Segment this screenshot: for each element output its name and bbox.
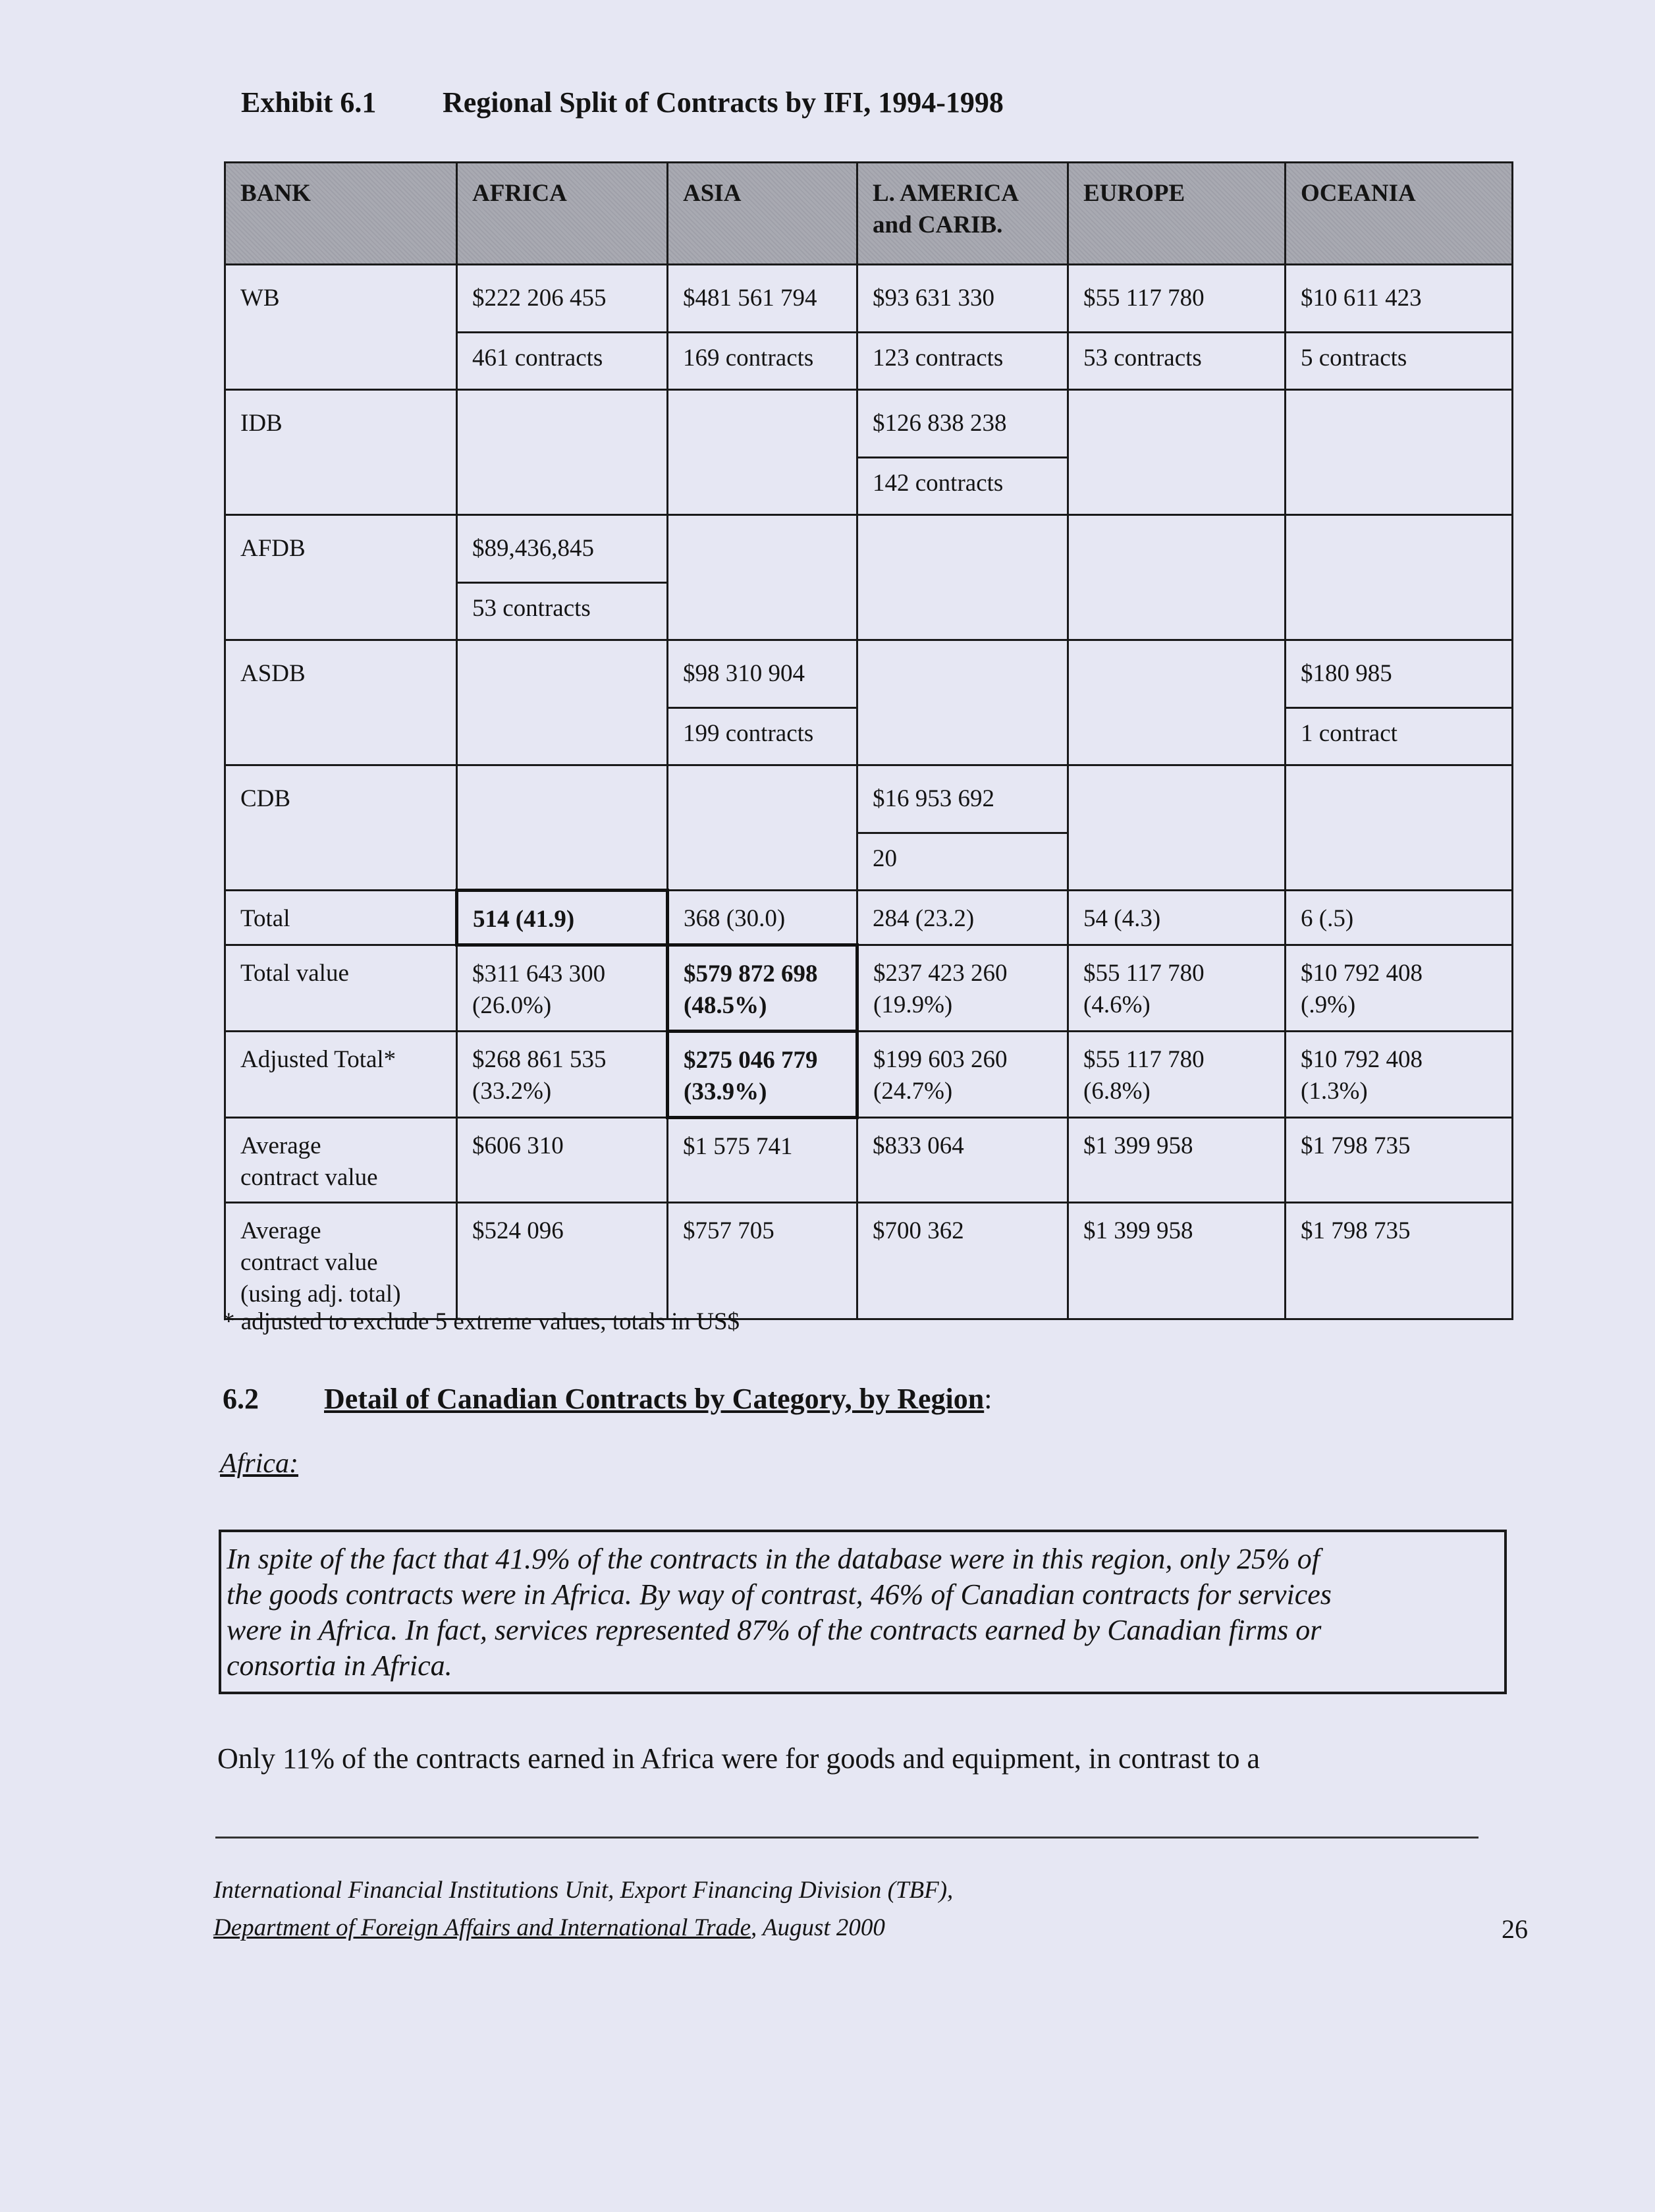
idb-latam-value: $126 838 238 [857,390,1068,458]
region-name: Africa [220,1449,289,1479]
empty-cell [457,833,668,891]
percent: (1.3%) [1301,1078,1368,1105]
empty-cell [457,390,668,458]
table-row-average-contract-adjusted [225,1203,1513,1319]
avg-adj-latam: $700 362 [857,1203,1068,1319]
amount: $275 046 779 [684,1047,818,1074]
region-colon: : [288,1449,298,1479]
total-value-africa [457,945,668,1032]
total-value-asia [668,945,857,1032]
adjusted-total-asia [668,1032,857,1118]
row-label-total: Total [225,891,457,945]
avg-oceania: $1 798 735 [1286,1118,1513,1203]
total-value-europe [1068,945,1286,1032]
bank-cell-asdb: ASDB [225,640,457,708]
percent: (6.8%) [1083,1078,1151,1105]
empty-cell [668,833,857,891]
empty-cell [668,390,857,458]
label-line: contract value [240,1164,378,1191]
empty-cell [1068,583,1286,640]
idb-latam-contracts: 142 contracts [857,458,1068,515]
empty-cell [1286,390,1513,458]
empty-cell [457,765,668,833]
table-row-idb [225,390,1513,458]
table-row-total-value [225,945,1513,1032]
empty-cell [1068,708,1286,765]
header-europe: EUROPE [1068,163,1286,265]
asdb-oceania-contracts: 1 contract [1286,708,1513,765]
callout-line: consortia in Africa. [227,1649,452,1682]
empty-cell [668,583,857,640]
total-africa: 514 (41.9) [457,891,668,945]
callout-line: the goods contracts were in Africa. By way of contrast, 46% of Canadian contracts for services [227,1578,1332,1611]
bank-cell-idb: IDB [225,390,457,458]
label-line: Average [240,1132,321,1159]
percent: (48.5%) [684,992,767,1019]
amount: $55 117 780 [1083,1046,1205,1073]
percent: (26.0%) [472,992,552,1019]
table-row-adjusted-total [225,1032,1513,1118]
section-colon: : [984,1383,992,1415]
empty-cell [1068,833,1286,891]
empty-cell [1068,640,1286,708]
cdb-latam-contracts: 20 [857,833,1068,891]
empty-cell [1286,458,1513,515]
empty-cell [225,583,457,640]
callout-line: were in Africa. In fact, services represented 87% of the contracts earned by Canadian firms or [227,1614,1322,1646]
empty-cell [668,765,857,833]
amount: $55 117 780 [1083,960,1205,987]
total-oceania: 6 (.5) [1286,891,1513,945]
avg-adj-oceania: $1 798 735 [1286,1203,1513,1319]
empty-cell [1068,765,1286,833]
avg-adj-europe: $1 399 958 [1068,1203,1286,1319]
percent: (33.2%) [472,1078,552,1105]
header-latin-america: L. AMERICA and CARIB. [857,163,1068,265]
wb-latam-value: $93 631 330 [857,265,1068,333]
empty-cell [457,708,668,765]
bank-cell-afdb: AFDB [225,515,457,583]
section-number: 6.2 [223,1383,259,1415]
table-footnote: * adjusted to exclude 5 extreme values, totals in US$ [223,1308,740,1335]
percent: (4.6%) [1083,991,1151,1018]
avg-adj-asia: $757 705 [668,1203,857,1319]
empty-cell [857,515,1068,583]
total-value-latam [857,945,1068,1032]
percent: (33.9%) [684,1078,767,1105]
amount: $237 423 260 [873,960,1008,987]
adjusted-total-africa [457,1032,668,1118]
total-europe: 54 (4.3) [1068,891,1286,945]
footer-line-2 [213,1914,885,1942]
footer-line-1: International Financial Institutions Unit, Export Financing Division (TBF), [213,1877,954,1904]
empty-cell [857,708,1068,765]
avg-adj-africa: $524 096 [457,1203,668,1319]
header-asia: ASIA [668,163,857,265]
section-heading [324,1382,992,1416]
amount: $268 861 535 [472,1046,607,1073]
afdb-africa-contracts: 53 contracts [457,583,668,640]
row-label-average-contract [225,1118,457,1203]
empty-cell [225,708,457,765]
footer-department: Department of Foreign Affairs and International Trade [213,1914,751,1941]
header-bank: BANK [225,163,457,265]
page-number: 26 [1502,1914,1528,1944]
amount: $311 643 300 [472,960,606,987]
region-label [220,1448,298,1479]
label-line: Average [240,1217,321,1244]
adjusted-total-oceania [1286,1032,1513,1118]
empty-cell [1068,390,1286,458]
adjusted-total-europe [1068,1032,1286,1118]
empty-cell [457,640,668,708]
footer-divider [215,1837,1479,1839]
table-row-total [225,891,1513,945]
bank-cell-wb: WB [225,265,457,333]
total-value-oceania [1286,945,1513,1032]
empty-cell [457,458,668,515]
percent: (.9%) [1301,991,1356,1018]
table-row-cdb-contracts [225,833,1513,891]
table-row-wb [225,265,1513,333]
exhibit-title: Regional Split of Contracts by IFI, 1994-1998 [443,86,1004,119]
adjusted-total-latam [857,1032,1068,1118]
header-africa: AFRICA [457,163,668,265]
empty-cell [1286,833,1513,891]
avg-europe: $1 399 958 [1068,1118,1286,1203]
avg-africa: $606 310 [457,1118,668,1203]
empty-cell [857,640,1068,708]
table-row-wb-contracts [225,333,1513,390]
wb-africa-value: $222 206 455 [457,265,668,333]
section-title: Detail of Canadian Contracts by Category, by Region [324,1383,985,1415]
empty-cell [668,515,857,583]
regional-split-table [224,161,1513,1320]
empty-cell [857,583,1068,640]
row-label-average-contract-adjusted [225,1203,457,1319]
empty-cell [1068,458,1286,515]
afdb-africa-value: $89,436,845 [457,515,668,583]
wb-europe-value: $55 117 780 [1068,265,1286,333]
asdb-oceania-value: $180 985 [1286,640,1513,708]
wb-asia-contracts: 169 contracts [668,333,857,390]
label-line: (using adj. total) [240,1281,401,1308]
total-latam: 284 (23.2) [857,891,1068,945]
empty-cell [1068,515,1286,583]
empty-cell [668,458,857,515]
percent: (24.7%) [873,1078,953,1105]
table-row-afdb-contracts [225,583,1513,640]
exhibit-label: Exhibit 6.1 [241,86,377,119]
wb-oceania-contracts: 5 contracts [1286,333,1513,390]
callout-box [219,1530,1507,1694]
empty-cell [225,833,457,891]
callout-line: In spite of the fact that 41.9% of the contracts in the database were in this region, only 25% of [227,1543,1320,1575]
table-row-afdb [225,515,1513,583]
footer-date: , August 2000 [751,1914,885,1941]
row-label-adjusted-total: Adjusted Total* [225,1032,457,1118]
empty-cell [1286,515,1513,583]
table-row-asdb-contracts [225,708,1513,765]
table-row-average-contract [225,1118,1513,1203]
avg-asia: $1 575 741 [668,1118,857,1203]
empty-cell [1286,765,1513,833]
wb-oceania-value: $10 611 423 [1286,265,1513,333]
amount: $10 792 408 [1301,960,1423,987]
bank-cell-cdb: CDB [225,765,457,833]
bank-cell-empty [225,333,457,390]
total-asia: 368 (30.0) [668,891,857,945]
body-paragraph: Only 11% of the contracts earned in Africa were for goods and equipment, in contrast to a [217,1742,1261,1775]
amount: $199 603 260 [873,1046,1008,1073]
amount: $579 872 698 [684,960,818,987]
asdb-asia-contracts: 199 contracts [668,708,857,765]
cdb-latam-value: $16 953 692 [857,765,1068,833]
avg-latam: $833 064 [857,1118,1068,1203]
table-row-cdb [225,765,1513,833]
wb-latam-contracts: 123 contracts [857,333,1068,390]
amount: $10 792 408 [1301,1046,1423,1073]
row-label-total-value: Total value [225,945,457,1032]
table-row-idb-contracts [225,458,1513,515]
label-line: contract value [240,1249,378,1276]
percent: (19.9%) [873,991,953,1018]
table-header-row [225,163,1513,265]
table-row-asdb [225,640,1513,708]
wb-asia-value: $481 561 794 [668,265,857,333]
header-oceania: OCEANIA [1286,163,1513,265]
asdb-asia-value: $98 310 904 [668,640,857,708]
empty-cell [225,458,457,515]
wb-africa-contracts: 461 contracts [457,333,668,390]
empty-cell [1286,583,1513,640]
wb-europe-contracts: 53 contracts [1068,333,1286,390]
